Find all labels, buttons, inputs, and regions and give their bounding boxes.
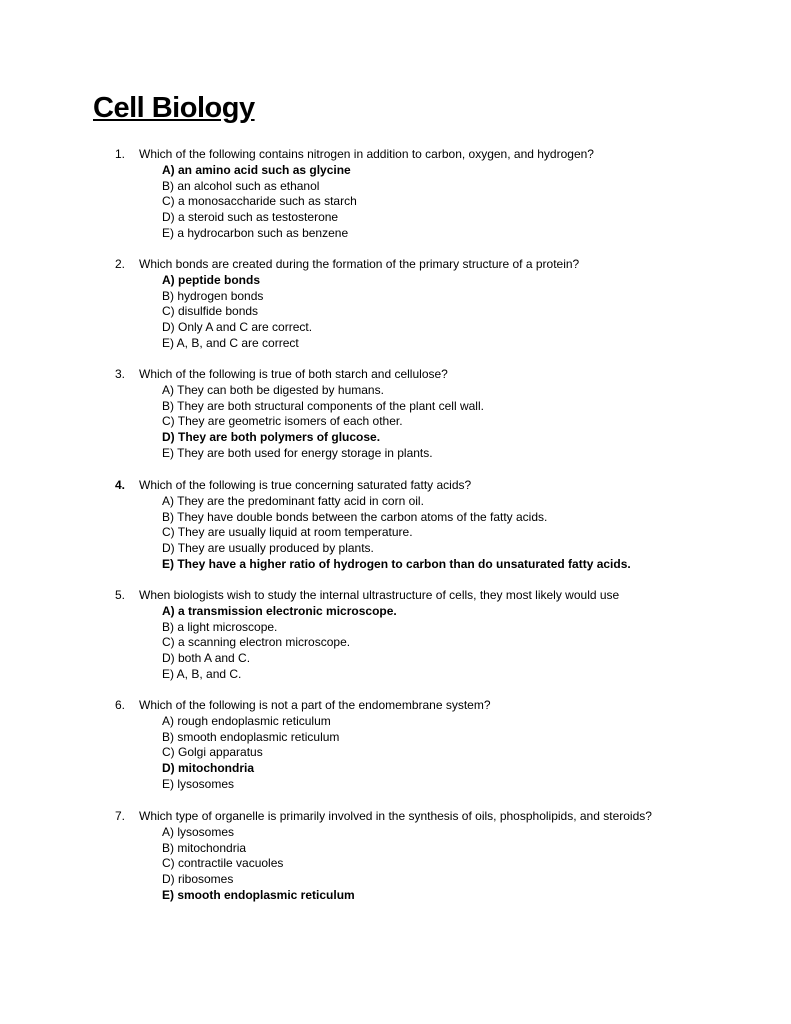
answer-option: B) mitochondria (162, 840, 247, 855)
answer-option: E) They are both used for energy storage in plants. (162, 445, 433, 460)
answer-list (162, 383, 484, 462)
answer-option: C) a monosaccharide such as starch (162, 194, 357, 209)
answer-option: C) disulfide bonds (162, 304, 259, 319)
answer-option: E) A, B, and C. (162, 666, 242, 681)
answer-option: D) mitochondria (162, 761, 254, 776)
answer-option: D) a steroid such as testosterone (162, 210, 339, 225)
answer-option: B) smooth endoplasmic reticulum (162, 729, 340, 744)
answer-option: A) an amino acid such as glycine (162, 162, 351, 177)
answer-option: E) a hydrocarbon such as benzene (162, 225, 349, 240)
answer-option: B) They are both structural components of the plant cell wall. (162, 398, 484, 413)
answer-option: E) They have a higher ratio of hydrogen to carbon than do unsaturated fatty acids. (162, 556, 631, 571)
answer-option: C) contractile vacuoles (162, 856, 284, 871)
answer-list (162, 163, 357, 242)
answer-option: B) an alcohol such as ethanol (162, 178, 320, 193)
answer-option: C) Golgi apparatus (162, 745, 263, 760)
question-text: Which of the following is not a part of the endomembrane system? (139, 698, 491, 712)
answer-option: B) hydrogen bonds (162, 288, 264, 303)
question-text: Which of the following is true of both starch and cellulose? (139, 367, 448, 381)
answer-list (162, 273, 312, 352)
question-number: 3. (115, 367, 126, 381)
answer-option: D) Only A and C are correct. (162, 320, 313, 335)
question-text: Which type of organelle is primarily involved in the synthesis of oils, phospholipids, and steroids? (139, 809, 652, 823)
answer-option: C) a scanning electron microscope. (162, 635, 351, 650)
answer-option: E) A, B, and C are correct (162, 335, 299, 350)
question-text: Which of the following contains nitrogen in addition to carbon, oxygen, and hydrogen? (139, 147, 594, 161)
question-number: 1. (115, 147, 126, 161)
answer-option: D) both A and C. (162, 651, 251, 666)
answer-list (162, 825, 355, 904)
answer-option: A) rough endoplasmic reticulum (162, 713, 331, 728)
answer-option: D) They are both polymers of glucose. (162, 430, 381, 445)
question-number: 5. (115, 588, 126, 602)
question-text: Which bonds are created during the formation of the primary structure of a protein? (139, 257, 580, 271)
answer-option: A) peptide bonds (162, 272, 260, 287)
answer-option: A) lysosomes (162, 824, 235, 839)
answer-option: C) They are usually liquid at room temperature. (162, 525, 413, 540)
question-text: Which of the following is true concerning saturated fatty acids? (139, 478, 472, 492)
answer-option: A) They are the predominant fatty acid in corn oil. (162, 493, 424, 508)
answer-option: E) lysosomes (162, 776, 235, 791)
answer-option: D) They are usually produced by plants. (162, 541, 374, 556)
answer-option: B) a light microscope. (162, 619, 278, 634)
question-number: 7. (115, 809, 126, 823)
answer-option: A) They can both be digested by humans. (162, 382, 384, 397)
question-number: 4. (115, 478, 126, 492)
answer-option: B) They have double bonds between the carbon atoms of the fatty acids. (162, 509, 548, 524)
question-text: When biologists wish to study the internal ultrastructure of cells, they most likely would use (139, 588, 620, 602)
answer-list (162, 494, 631, 573)
answer-option: C) They are geometric isomers of each other. (162, 414, 403, 429)
answer-list (162, 604, 397, 683)
answer-list (162, 714, 339, 793)
answer-option: D) ribosomes (162, 872, 234, 887)
page-title: Cell Biology (93, 92, 255, 124)
question-number: 6. (115, 698, 126, 712)
question-number: 2. (115, 257, 126, 271)
answer-option: E) smooth endoplasmic reticulum (162, 887, 355, 902)
answer-option: A) a transmission electronic microscope. (162, 603, 397, 618)
